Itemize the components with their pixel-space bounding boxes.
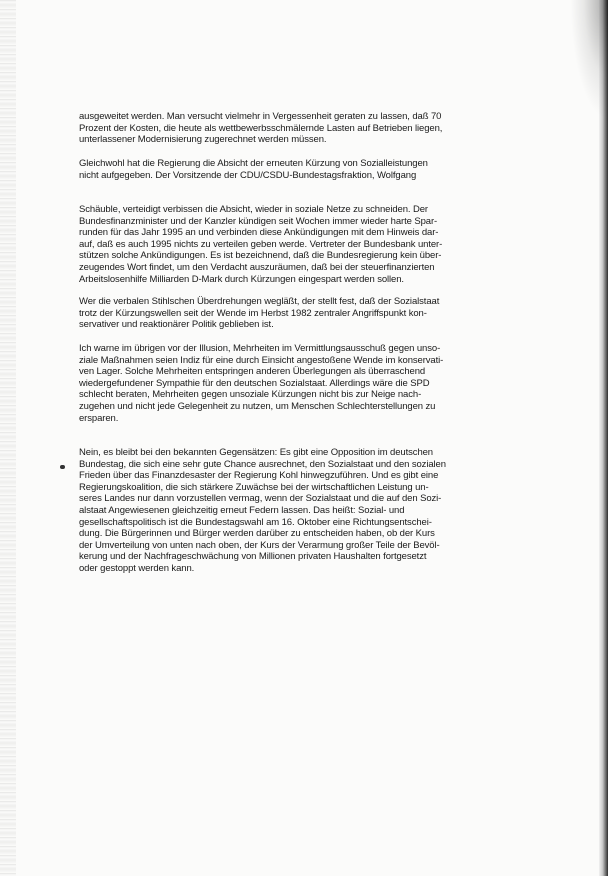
scan-shadow-left (0, 0, 16, 876)
text-line: alstaat Angewiesenen gleichzeitig erneut Federn lassen. Das heißt: Sozial- und (79, 504, 405, 516)
text-line: trotz der Kürzungswellen seit der Wende im Herbst 1982 zentraler Angriffspunkt kon- (79, 307, 427, 319)
text-line: Prozent der Kosten, die heute als wettbewerbsschmälernde Lasten auf Betrieben liegen, (79, 122, 443, 134)
text-line: gesellschaftspolitisch ist die Bundestagswahl am 16. Oktober eine Richtungsentschei- (79, 516, 432, 528)
paragraph-3 (79, 204, 535, 285)
text-line: Gleichwohl hat die Regierung die Absicht der erneuten Kürzung von Sozialleistungen (79, 158, 428, 169)
text-line: runden für das Jahr 1995 an und verbinden diese Ankündigungen mit dem Hinweis dar- (79, 227, 439, 239)
text-line: Regierungskoalition, die sich stärkere Zuwächse bei der wirtschaftlichen Leistung un- (79, 481, 429, 493)
text-line: nicht aufgegeben. Der Vorsitzende der CDU/CSDU-Bundestagsfraktion, Wolfgang (79, 169, 417, 181)
text-line: unterlassener Modernisierung zugerechnet werden müssen. (79, 134, 327, 146)
text-line: zugehen und nicht jede Gelegenheit zu nutzen, um Menschen Schlechterstellungen zu (79, 400, 436, 412)
text-line: Schäuble, verteidigt verbissen die Absicht, wieder in soziale Netze zu schneiden. Der (79, 204, 428, 215)
text-line: seres Landes nur dann vorzustellen vermag, wenn der Sozialstaat und die auf den Sozi- (79, 493, 442, 505)
text-line: wiedergefundener Sympathie für den deutschen Sozialstaat. Allerdings wäre die SPD (79, 377, 430, 389)
text-line: zeugendes Wort findet, um den Verdacht auszuräumen, daß bei der steuerfinanzierten (79, 261, 435, 273)
text-line: Bundestag, die sich eine sehr gute Chance ausrechnet, den Sozialstaat und den sozialen (79, 458, 446, 470)
text-line: ausgeweitet werden. Man versucht vielmehr in Vergessenheit geraten zu lassen, daß 70 (79, 111, 442, 122)
text-line: Nein, es bleibt bei den bekannten Gegensätzen: Es gibt eine Opposition im deutschen (79, 447, 433, 458)
text-line: kerung und der Nachfrageschwächung von Millionen privaten Haushalten fortgesetzt (79, 551, 427, 563)
scan-shadow-right (599, 0, 608, 876)
text-line: der Umverteilung von unten nach oben, der Kurs der Verarmung großer Teile der Bevöl- (79, 539, 440, 551)
paragraph-5 (79, 343, 535, 424)
text-line: Bundesfinanzminister und der Kanzler kündigen seit Wochen immer wieder harte Spar- (79, 215, 438, 227)
text-line: stützen solche Ankündigungen. Es ist bezeichnend, daß die Bundesregierung kein über- (79, 250, 442, 262)
text-line: dung. Die Bürgerinnen und Bürger werden darüber zu entscheiden haben, ob der Kurs (79, 528, 435, 540)
text-line: Frieden über das Finanzdesaster der Regierung Kohl hinwegzuführen. Und es gibt eine (79, 470, 439, 482)
stray-ink-mark (60, 465, 65, 469)
text-line: schlecht beraten, Mehrheiten gegen unsoziale Kürzungen nicht bis zur Neige nach- (79, 389, 422, 401)
text-line: auf, daß es auch 1995 nichts zu verteilen geben werde. Vertreter der Bundesbank unter- (79, 238, 443, 250)
paragraph-1 (79, 111, 535, 146)
text-line: ersparen. (79, 412, 119, 424)
paragraph-6 (79, 447, 535, 575)
text-line: Arbeitslosenhilfe Milliarden D-Mark durch Kürzungen eingespart werden sollen. (79, 273, 404, 285)
paragraph-4 (79, 296, 535, 331)
text-line: Ich warne im übrigen vor der Illusion, Mehrheiten im Vermittlungsausschuß gegen unso- (79, 343, 441, 354)
scan-corner-shadow (570, 0, 608, 120)
text-line: ven Lager. Solche Mehrheiten entspringen anderen Überlegungen als überraschend (79, 366, 426, 378)
paragraph-2 (79, 158, 535, 181)
text-line: ziale Maßnahmen seien Indiz für eine durch Einsicht angestoßene Wende im konservati- (79, 354, 444, 366)
text-line: Wer die verbalen Stihlschen Überdrehungen wegläßt, der stellt fest, daß der Sozialstaat (79, 296, 440, 307)
text-line: oder gestoppt werden kann. (79, 562, 195, 574)
text-line: servativer und reaktionärer Politik geblieben ist. (79, 319, 274, 331)
